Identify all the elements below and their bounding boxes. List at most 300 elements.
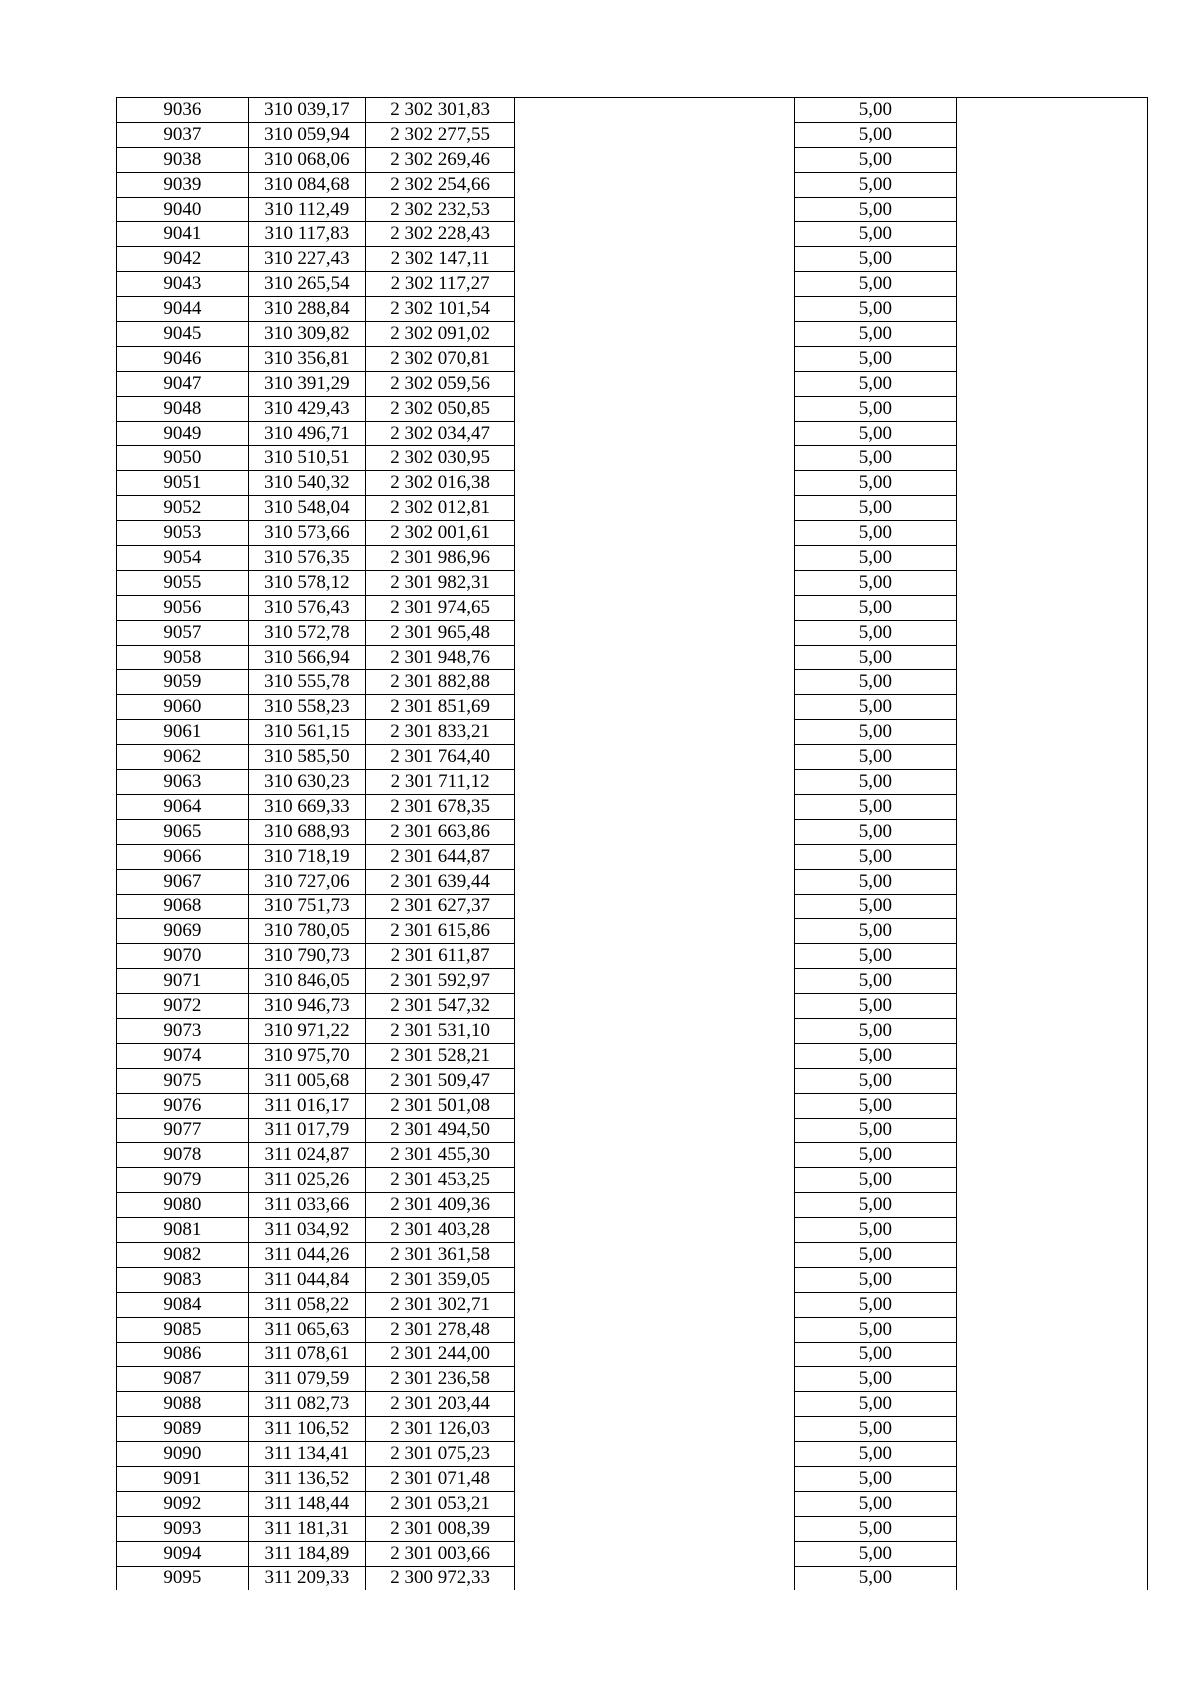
point-number-cell: 9050 bbox=[117, 446, 249, 471]
point-number-cell: 9043 bbox=[117, 272, 249, 297]
point-number-cell: 9045 bbox=[117, 322, 249, 347]
empty-cell bbox=[956, 197, 1147, 222]
empty-cell bbox=[956, 1218, 1147, 1243]
value-cell: 5,00 bbox=[795, 346, 957, 371]
x-coordinate-cell: 310 790,73 bbox=[248, 944, 365, 969]
point-number-cell: 9077 bbox=[117, 1118, 249, 1143]
y-coordinate-cell: 2 301 244,00 bbox=[366, 1342, 515, 1367]
x-coordinate-cell: 311 017,79 bbox=[248, 1118, 365, 1143]
empty-cell bbox=[956, 272, 1147, 297]
point-number-cell: 9080 bbox=[117, 1193, 249, 1218]
empty-cell bbox=[515, 1018, 795, 1043]
point-number-cell: 9059 bbox=[117, 670, 249, 695]
empty-cell bbox=[515, 1466, 795, 1491]
x-coordinate-cell: 311 148,44 bbox=[248, 1491, 365, 1516]
y-coordinate-cell: 2 301 071,48 bbox=[366, 1466, 515, 1491]
y-coordinate-cell: 2 301 008,39 bbox=[366, 1516, 515, 1541]
table-row bbox=[117, 745, 1148, 770]
value-cell: 5,00 bbox=[795, 869, 957, 894]
value-cell: 5,00 bbox=[795, 421, 957, 446]
y-coordinate-cell: 2 301 203,44 bbox=[366, 1392, 515, 1417]
y-coordinate-cell: 2 302 059,56 bbox=[366, 371, 515, 396]
table-row bbox=[117, 521, 1148, 546]
x-coordinate-cell: 310 573,66 bbox=[248, 521, 365, 546]
x-coordinate-cell: 310 566,94 bbox=[248, 645, 365, 670]
table-row bbox=[117, 645, 1148, 670]
x-coordinate-cell: 311 181,31 bbox=[248, 1516, 365, 1541]
y-coordinate-cell: 2 302 050,85 bbox=[366, 396, 515, 421]
x-coordinate-cell: 310 572,78 bbox=[248, 620, 365, 645]
empty-cell bbox=[515, 770, 795, 795]
x-coordinate-cell: 310 578,12 bbox=[248, 570, 365, 595]
x-coordinate-cell: 310 117,83 bbox=[248, 222, 365, 247]
empty-cell bbox=[956, 919, 1147, 944]
point-number-cell: 9071 bbox=[117, 969, 249, 994]
empty-cell bbox=[956, 1566, 1147, 1590]
empty-cell bbox=[956, 869, 1147, 894]
table-row bbox=[117, 1168, 1148, 1193]
empty-cell bbox=[956, 521, 1147, 546]
y-coordinate-cell: 2 301 409,36 bbox=[366, 1193, 515, 1218]
point-number-cell: 9089 bbox=[117, 1417, 249, 1442]
point-number-cell: 9056 bbox=[117, 595, 249, 620]
value-cell: 5,00 bbox=[795, 844, 957, 869]
empty-cell bbox=[515, 1292, 795, 1317]
value-cell: 5,00 bbox=[795, 1242, 957, 1267]
x-coordinate-cell: 310 751,73 bbox=[248, 894, 365, 919]
empty-cell bbox=[515, 172, 795, 197]
value-cell: 5,00 bbox=[795, 620, 957, 645]
value-cell: 5,00 bbox=[795, 695, 957, 720]
table-row bbox=[117, 172, 1148, 197]
empty-cell bbox=[515, 272, 795, 297]
point-number-cell: 9060 bbox=[117, 695, 249, 720]
table-row bbox=[117, 944, 1148, 969]
table-row bbox=[117, 994, 1148, 1019]
empty-cell bbox=[515, 794, 795, 819]
point-number-cell: 9051 bbox=[117, 471, 249, 496]
point-number-cell: 9078 bbox=[117, 1143, 249, 1168]
point-number-cell: 9057 bbox=[117, 620, 249, 645]
empty-cell bbox=[515, 1242, 795, 1267]
empty-cell bbox=[515, 969, 795, 994]
empty-cell bbox=[515, 670, 795, 695]
empty-cell bbox=[515, 98, 795, 123]
point-number-cell: 9073 bbox=[117, 1018, 249, 1043]
table-row bbox=[117, 695, 1148, 720]
y-coordinate-cell: 2 301 986,96 bbox=[366, 546, 515, 571]
x-coordinate-cell: 311 024,87 bbox=[248, 1143, 365, 1168]
empty-cell bbox=[956, 994, 1147, 1019]
empty-cell bbox=[515, 869, 795, 894]
empty-cell bbox=[956, 1143, 1147, 1168]
empty-cell bbox=[515, 745, 795, 770]
point-number-cell: 9038 bbox=[117, 147, 249, 172]
empty-cell bbox=[956, 1417, 1147, 1442]
empty-cell bbox=[956, 1392, 1147, 1417]
point-number-cell: 9062 bbox=[117, 745, 249, 770]
table-row bbox=[117, 1442, 1148, 1467]
value-cell: 5,00 bbox=[795, 1442, 957, 1467]
point-number-cell: 9049 bbox=[117, 421, 249, 446]
empty-cell bbox=[515, 1516, 795, 1541]
table-row bbox=[117, 1093, 1148, 1118]
value-cell: 5,00 bbox=[795, 272, 957, 297]
x-coordinate-cell: 311 134,41 bbox=[248, 1442, 365, 1467]
x-coordinate-cell: 311 016,17 bbox=[248, 1093, 365, 1118]
empty-cell bbox=[956, 496, 1147, 521]
point-number-cell: 9075 bbox=[117, 1068, 249, 1093]
table-row bbox=[117, 794, 1148, 819]
table-row bbox=[117, 1392, 1148, 1417]
x-coordinate-cell: 310 688,93 bbox=[248, 819, 365, 844]
x-coordinate-cell: 311 044,84 bbox=[248, 1267, 365, 1292]
point-number-cell: 9086 bbox=[117, 1342, 249, 1367]
empty-cell bbox=[515, 471, 795, 496]
empty-cell bbox=[515, 1043, 795, 1068]
value-cell: 5,00 bbox=[795, 1342, 957, 1367]
y-coordinate-cell: 2 302 254,66 bbox=[366, 172, 515, 197]
table-row bbox=[117, 969, 1148, 994]
empty-cell bbox=[515, 222, 795, 247]
empty-cell bbox=[956, 570, 1147, 595]
point-number-cell: 9079 bbox=[117, 1168, 249, 1193]
empty-cell bbox=[515, 1093, 795, 1118]
table-row bbox=[117, 1541, 1148, 1566]
value-cell: 5,00 bbox=[795, 1018, 957, 1043]
point-number-cell: 9083 bbox=[117, 1267, 249, 1292]
empty-cell bbox=[515, 346, 795, 371]
value-cell: 5,00 bbox=[795, 1317, 957, 1342]
x-coordinate-cell: 311 025,26 bbox=[248, 1168, 365, 1193]
value-cell: 5,00 bbox=[795, 645, 957, 670]
x-coordinate-cell: 310 558,23 bbox=[248, 695, 365, 720]
value-cell: 5,00 bbox=[795, 1466, 957, 1491]
empty-cell bbox=[515, 297, 795, 322]
point-number-cell: 9069 bbox=[117, 919, 249, 944]
x-coordinate-cell: 310 630,23 bbox=[248, 770, 365, 795]
empty-cell bbox=[515, 1442, 795, 1467]
table-row bbox=[117, 1466, 1148, 1491]
empty-cell bbox=[956, 1242, 1147, 1267]
empty-cell bbox=[956, 396, 1147, 421]
x-coordinate-cell: 310 971,22 bbox=[248, 1018, 365, 1043]
y-coordinate-cell: 2 301 359,05 bbox=[366, 1267, 515, 1292]
x-coordinate-cell: 310 039,17 bbox=[248, 98, 365, 123]
y-coordinate-cell: 2 302 030,95 bbox=[366, 446, 515, 471]
y-coordinate-cell: 2 302 232,53 bbox=[366, 197, 515, 222]
empty-cell bbox=[515, 1367, 795, 1392]
point-number-cell: 9064 bbox=[117, 794, 249, 819]
point-number-cell: 9087 bbox=[117, 1367, 249, 1392]
x-coordinate-cell: 310 727,06 bbox=[248, 869, 365, 894]
point-number-cell: 9065 bbox=[117, 819, 249, 844]
empty-cell bbox=[956, 894, 1147, 919]
y-coordinate-cell: 2 301 627,37 bbox=[366, 894, 515, 919]
table-row bbox=[117, 1242, 1148, 1267]
empty-cell bbox=[956, 1317, 1147, 1342]
table-row bbox=[117, 1267, 1148, 1292]
table-row bbox=[117, 570, 1148, 595]
x-coordinate-cell: 310 585,50 bbox=[248, 745, 365, 770]
value-cell: 5,00 bbox=[795, 122, 957, 147]
point-number-cell: 9039 bbox=[117, 172, 249, 197]
empty-cell bbox=[956, 794, 1147, 819]
empty-cell bbox=[956, 1093, 1147, 1118]
y-coordinate-cell: 2 302 091,02 bbox=[366, 322, 515, 347]
point-number-cell: 9041 bbox=[117, 222, 249, 247]
table-row bbox=[117, 471, 1148, 496]
value-cell: 5,00 bbox=[795, 944, 957, 969]
y-coordinate-cell: 2 301 403,28 bbox=[366, 1218, 515, 1243]
table-row bbox=[117, 446, 1148, 471]
table-row bbox=[117, 595, 1148, 620]
value-cell: 5,00 bbox=[795, 98, 957, 123]
empty-cell bbox=[956, 172, 1147, 197]
x-coordinate-cell: 310 780,05 bbox=[248, 919, 365, 944]
table-row bbox=[117, 1516, 1148, 1541]
x-coordinate-cell: 311 065,63 bbox=[248, 1317, 365, 1342]
y-coordinate-cell: 2 301 644,87 bbox=[366, 844, 515, 869]
y-coordinate-cell: 2 302 001,61 bbox=[366, 521, 515, 546]
empty-cell bbox=[956, 1466, 1147, 1491]
table-row bbox=[117, 670, 1148, 695]
empty-cell bbox=[515, 1267, 795, 1292]
value-cell: 5,00 bbox=[795, 720, 957, 745]
empty-cell bbox=[956, 720, 1147, 745]
x-coordinate-cell: 310 669,33 bbox=[248, 794, 365, 819]
empty-cell bbox=[956, 1516, 1147, 1541]
point-number-cell: 9093 bbox=[117, 1516, 249, 1541]
value-cell: 5,00 bbox=[795, 322, 957, 347]
table-row bbox=[117, 222, 1148, 247]
value-cell: 5,00 bbox=[795, 1218, 957, 1243]
point-number-cell: 9061 bbox=[117, 720, 249, 745]
x-coordinate-cell: 310 540,32 bbox=[248, 471, 365, 496]
empty-cell bbox=[515, 1193, 795, 1218]
value-cell: 5,00 bbox=[795, 471, 957, 496]
table-row bbox=[117, 1118, 1148, 1143]
empty-cell bbox=[956, 1267, 1147, 1292]
point-number-cell: 9072 bbox=[117, 994, 249, 1019]
x-coordinate-cell: 310 265,54 bbox=[248, 272, 365, 297]
value-cell: 5,00 bbox=[795, 496, 957, 521]
x-coordinate-cell: 310 561,15 bbox=[248, 720, 365, 745]
x-coordinate-cell: 311 034,92 bbox=[248, 1218, 365, 1243]
y-coordinate-cell: 2 302 228,43 bbox=[366, 222, 515, 247]
point-number-cell: 9092 bbox=[117, 1491, 249, 1516]
table-row bbox=[117, 1043, 1148, 1068]
empty-cell bbox=[956, 1541, 1147, 1566]
x-coordinate-cell: 311 082,73 bbox=[248, 1392, 365, 1417]
x-coordinate-cell: 310 084,68 bbox=[248, 172, 365, 197]
table-row bbox=[117, 247, 1148, 272]
y-coordinate-cell: 2 301 501,08 bbox=[366, 1093, 515, 1118]
table-row bbox=[117, 819, 1148, 844]
x-coordinate-cell: 310 576,43 bbox=[248, 595, 365, 620]
y-coordinate-cell: 2 301 053,21 bbox=[366, 1491, 515, 1516]
x-coordinate-cell: 310 309,82 bbox=[248, 322, 365, 347]
empty-cell bbox=[515, 1392, 795, 1417]
y-coordinate-cell: 2 302 016,38 bbox=[366, 471, 515, 496]
y-coordinate-cell: 2 301 611,87 bbox=[366, 944, 515, 969]
y-coordinate-cell: 2 300 972,33 bbox=[366, 1566, 515, 1590]
value-cell: 5,00 bbox=[795, 446, 957, 471]
empty-cell bbox=[956, 222, 1147, 247]
empty-cell bbox=[515, 421, 795, 446]
empty-cell bbox=[956, 844, 1147, 869]
point-number-cell: 9055 bbox=[117, 570, 249, 595]
value-cell: 5,00 bbox=[795, 595, 957, 620]
table-row bbox=[117, 894, 1148, 919]
empty-cell bbox=[515, 1168, 795, 1193]
empty-cell bbox=[515, 595, 795, 620]
empty-cell bbox=[515, 446, 795, 471]
x-coordinate-cell: 310 718,19 bbox=[248, 844, 365, 869]
table-row bbox=[117, 346, 1148, 371]
table-row bbox=[117, 1566, 1148, 1590]
y-coordinate-cell: 2 301 547,32 bbox=[366, 994, 515, 1019]
y-coordinate-cell: 2 301 531,10 bbox=[366, 1018, 515, 1043]
y-coordinate-cell: 2 302 301,83 bbox=[366, 98, 515, 123]
empty-cell bbox=[956, 1491, 1147, 1516]
y-coordinate-cell: 2 301 302,71 bbox=[366, 1292, 515, 1317]
point-number-cell: 9066 bbox=[117, 844, 249, 869]
x-coordinate-cell: 310 576,35 bbox=[248, 546, 365, 571]
table-row bbox=[117, 122, 1148, 147]
empty-cell bbox=[515, 645, 795, 670]
table-row bbox=[117, 869, 1148, 894]
empty-cell bbox=[515, 1068, 795, 1093]
empty-cell bbox=[515, 844, 795, 869]
y-coordinate-cell: 2 301 075,23 bbox=[366, 1442, 515, 1467]
x-coordinate-cell: 311 033,66 bbox=[248, 1193, 365, 1218]
point-number-cell: 9091 bbox=[117, 1466, 249, 1491]
x-coordinate-cell: 310 510,51 bbox=[248, 446, 365, 471]
x-coordinate-cell: 310 846,05 bbox=[248, 969, 365, 994]
value-cell: 5,00 bbox=[795, 1516, 957, 1541]
y-coordinate-cell: 2 301 639,44 bbox=[366, 869, 515, 894]
empty-cell bbox=[956, 695, 1147, 720]
point-number-cell: 9053 bbox=[117, 521, 249, 546]
value-cell: 5,00 bbox=[795, 1541, 957, 1566]
table-row bbox=[117, 1342, 1148, 1367]
value-cell: 5,00 bbox=[795, 1118, 957, 1143]
empty-cell bbox=[515, 695, 795, 720]
empty-cell bbox=[956, 1018, 1147, 1043]
empty-cell bbox=[956, 1292, 1147, 1317]
point-number-cell: 9054 bbox=[117, 546, 249, 571]
x-coordinate-cell: 310 496,71 bbox=[248, 421, 365, 446]
point-number-cell: 9036 bbox=[117, 98, 249, 123]
value-cell: 5,00 bbox=[795, 570, 957, 595]
empty-cell bbox=[515, 894, 795, 919]
point-number-cell: 9046 bbox=[117, 346, 249, 371]
empty-cell bbox=[515, 1417, 795, 1442]
table-row bbox=[117, 1491, 1148, 1516]
table-row bbox=[117, 496, 1148, 521]
empty-cell bbox=[515, 247, 795, 272]
y-coordinate-cell: 2 301 948,76 bbox=[366, 645, 515, 670]
y-coordinate-cell: 2 301 965,48 bbox=[366, 620, 515, 645]
y-coordinate-cell: 2 301 453,25 bbox=[366, 1168, 515, 1193]
table-body bbox=[117, 98, 1148, 1591]
empty-cell bbox=[956, 1342, 1147, 1367]
point-number-cell: 9044 bbox=[117, 297, 249, 322]
value-cell: 5,00 bbox=[795, 1267, 957, 1292]
value-cell: 5,00 bbox=[795, 794, 957, 819]
point-number-cell: 9081 bbox=[117, 1218, 249, 1243]
empty-cell bbox=[956, 1193, 1147, 1218]
empty-cell bbox=[515, 819, 795, 844]
value-cell: 5,00 bbox=[795, 919, 957, 944]
value-cell: 5,00 bbox=[795, 371, 957, 396]
table-row bbox=[117, 620, 1148, 645]
table-row bbox=[117, 371, 1148, 396]
table-row bbox=[117, 421, 1148, 446]
x-coordinate-cell: 310 227,43 bbox=[248, 247, 365, 272]
empty-cell bbox=[956, 371, 1147, 396]
table-row bbox=[117, 546, 1148, 571]
point-number-cell: 9084 bbox=[117, 1292, 249, 1317]
y-coordinate-cell: 2 301 361,58 bbox=[366, 1242, 515, 1267]
empty-cell bbox=[515, 720, 795, 745]
table-row bbox=[117, 1367, 1148, 1392]
value-cell: 5,00 bbox=[795, 521, 957, 546]
empty-cell bbox=[956, 819, 1147, 844]
table-row bbox=[117, 1068, 1148, 1093]
point-number-cell: 9040 bbox=[117, 197, 249, 222]
y-coordinate-cell: 2 302 117,27 bbox=[366, 272, 515, 297]
coordinates-table bbox=[116, 97, 1148, 1590]
empty-cell bbox=[956, 421, 1147, 446]
value-cell: 5,00 bbox=[795, 994, 957, 1019]
value-cell: 5,00 bbox=[795, 247, 957, 272]
y-coordinate-cell: 2 301 278,48 bbox=[366, 1317, 515, 1342]
y-coordinate-cell: 2 301 455,30 bbox=[366, 1143, 515, 1168]
point-number-cell: 9068 bbox=[117, 894, 249, 919]
empty-cell bbox=[956, 670, 1147, 695]
y-coordinate-cell: 2 301 982,31 bbox=[366, 570, 515, 595]
point-number-cell: 9076 bbox=[117, 1093, 249, 1118]
y-coordinate-cell: 2 301 851,69 bbox=[366, 695, 515, 720]
point-number-cell: 9070 bbox=[117, 944, 249, 969]
value-cell: 5,00 bbox=[795, 1491, 957, 1516]
x-coordinate-cell: 310 946,73 bbox=[248, 994, 365, 1019]
empty-cell bbox=[515, 1491, 795, 1516]
y-coordinate-cell: 2 301 003,66 bbox=[366, 1541, 515, 1566]
table-row bbox=[117, 322, 1148, 347]
y-coordinate-cell: 2 301 974,65 bbox=[366, 595, 515, 620]
point-number-cell: 9067 bbox=[117, 869, 249, 894]
y-coordinate-cell: 2 302 277,55 bbox=[366, 122, 515, 147]
empty-cell bbox=[956, 969, 1147, 994]
empty-cell bbox=[956, 645, 1147, 670]
value-cell: 5,00 bbox=[795, 1143, 957, 1168]
value-cell: 5,00 bbox=[795, 1292, 957, 1317]
x-coordinate-cell: 310 429,43 bbox=[248, 396, 365, 421]
empty-cell bbox=[956, 1068, 1147, 1093]
y-coordinate-cell: 2 302 070,81 bbox=[366, 346, 515, 371]
point-number-cell: 9063 bbox=[117, 770, 249, 795]
table-row bbox=[117, 844, 1148, 869]
y-coordinate-cell: 2 301 711,12 bbox=[366, 770, 515, 795]
value-cell: 5,00 bbox=[795, 546, 957, 571]
point-number-cell: 9085 bbox=[117, 1317, 249, 1342]
value-cell: 5,00 bbox=[795, 1043, 957, 1068]
empty-cell bbox=[956, 247, 1147, 272]
y-coordinate-cell: 2 301 494,50 bbox=[366, 1118, 515, 1143]
